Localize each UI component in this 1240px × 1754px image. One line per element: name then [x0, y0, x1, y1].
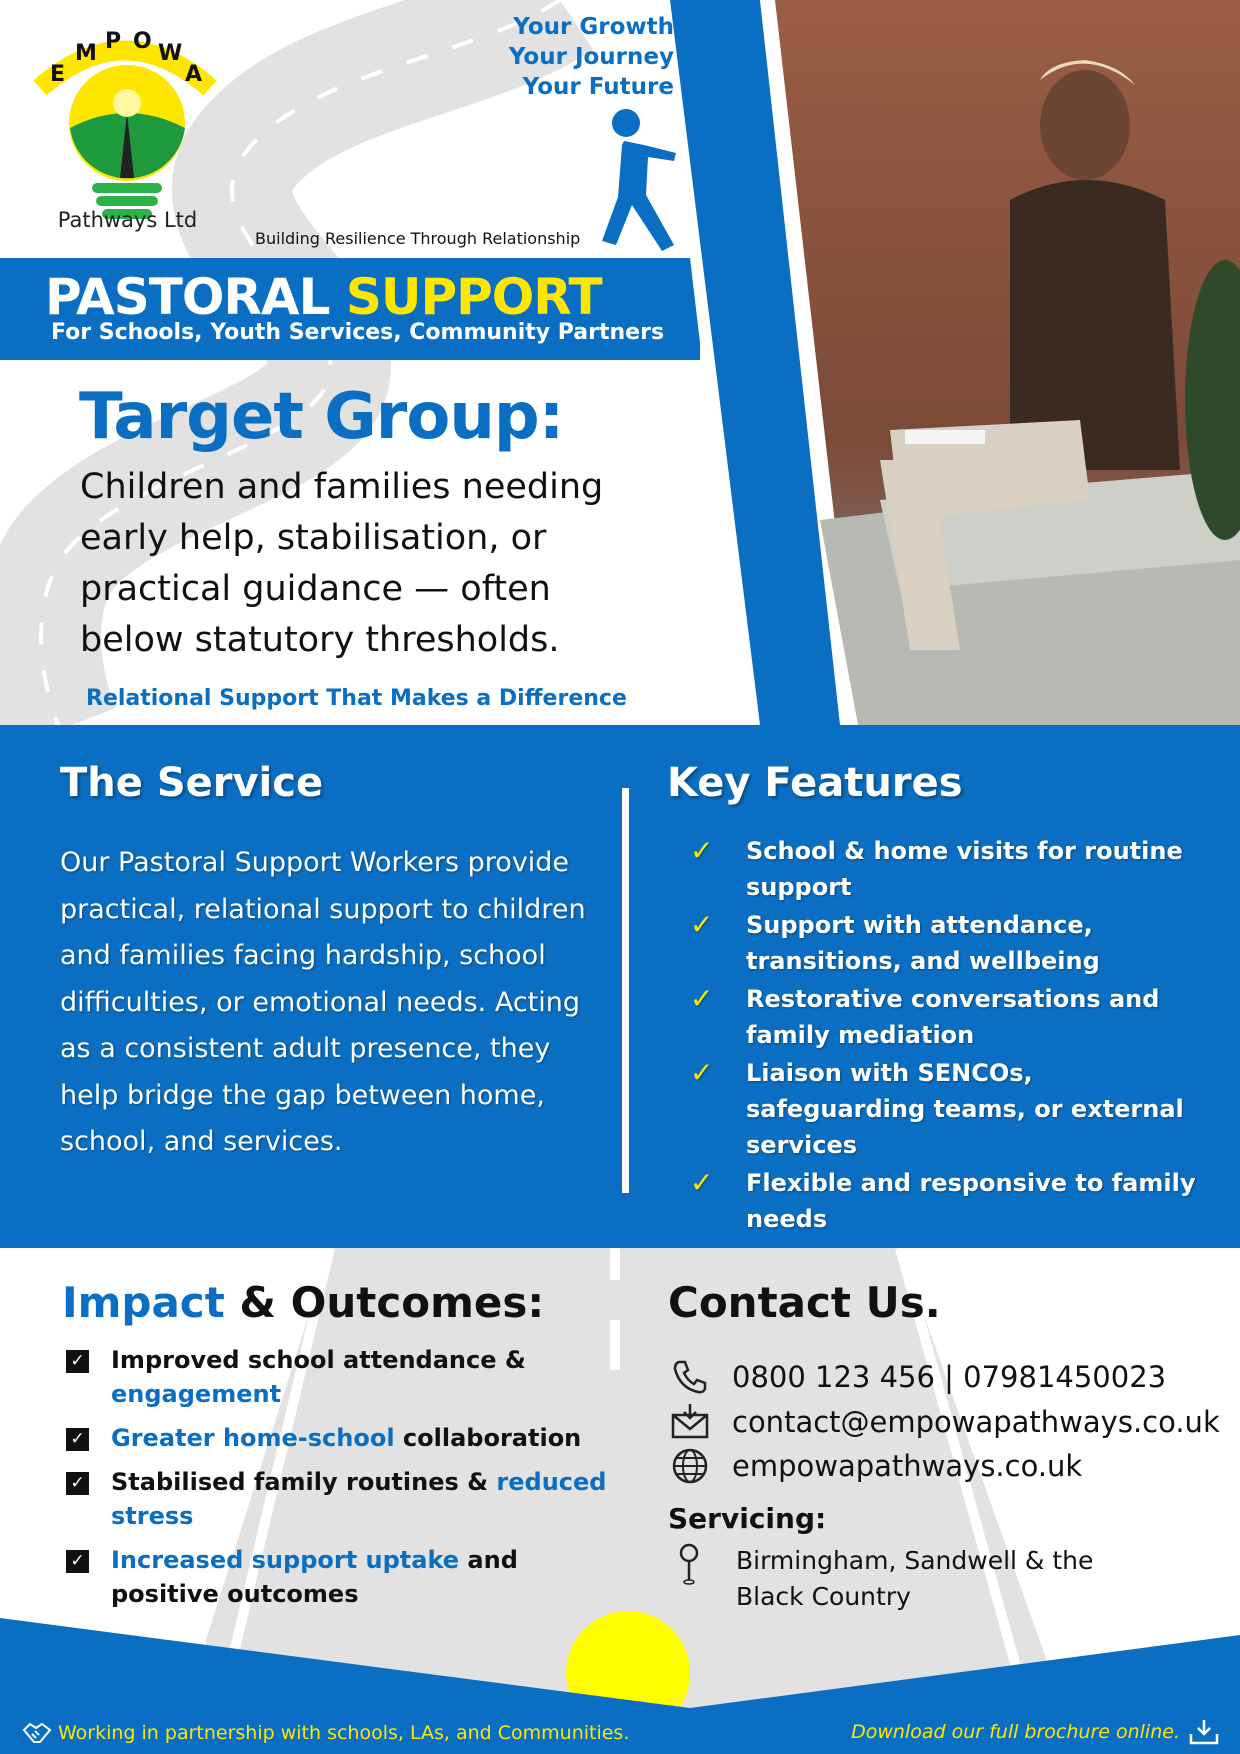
email-text: contact@empowapathways.co.uk: [732, 1405, 1220, 1439]
banner-title-highlight: SUPPORT: [345, 268, 602, 326]
list-item: [690, 1165, 1210, 1237]
list-item: [690, 907, 1210, 979]
impact-text: Stabilised family routines &: [111, 1468, 497, 1496]
check-icon: ✓: [690, 1166, 714, 1199]
impact-text-highlight: Increased support uptake: [111, 1546, 460, 1574]
service-title: The Service: [60, 760, 324, 806]
footer-right-text: Download our full brochure online.: [851, 1721, 1180, 1743]
logo-letter-a: A: [185, 62, 203, 87]
impact-text: collaboration: [394, 1424, 582, 1452]
feature-text: Support with attendance, transitions, and wellbeing: [746, 911, 1100, 975]
list-item: [66, 1343, 626, 1411]
logo-letter-o: O: [133, 29, 152, 54]
phone-icon: [670, 1357, 710, 1397]
contact-title: Contact Us.: [668, 1278, 941, 1327]
logo-letter-m: M: [75, 41, 97, 66]
envelope-icon: [670, 1402, 710, 1442]
impact-text: Improved school attendance &: [111, 1346, 526, 1374]
key-features-list: [690, 833, 1210, 1239]
impact-title-blue: Impact: [62, 1278, 225, 1327]
impact-text: and positive outcomes: [111, 1546, 518, 1608]
contact-phone[interactable]: [670, 1357, 1166, 1397]
impact-text-highlight: reduced stress: [111, 1468, 607, 1530]
walking-person-icon: [596, 105, 686, 255]
list-item: [66, 1421, 626, 1455]
checkbox-icon: ✓: [66, 1350, 89, 1373]
logo-caption: Pathways Ltd: [57, 208, 198, 232]
feature-text: Restorative conversations and family mediation: [746, 985, 1160, 1049]
key-features-title: Key Features: [667, 760, 963, 806]
list-item: [690, 1055, 1210, 1163]
globe-icon: [670, 1446, 710, 1486]
list-item: [690, 833, 1210, 905]
feature-text: School & home visits for routine support: [746, 837, 1183, 901]
download-icon[interactable]: [1188, 1718, 1220, 1746]
contact-website[interactable]: [670, 1446, 1082, 1486]
footer-left-text: Working in partnership with schools, LAs, and Communities.: [58, 1722, 630, 1744]
subtagline: Building Resilience Through Relationship: [255, 229, 581, 248]
check-icon: ✓: [690, 834, 714, 867]
impact-text-highlight: Greater home-school: [111, 1424, 395, 1452]
footer-download[interactable]: [851, 1718, 1220, 1746]
impact-list: [66, 1343, 626, 1621]
logo-letter-p: P: [105, 29, 122, 54]
service-body: Our Pastoral Support Workers provide practical, relational support to children and families facing hardship, school difficulties, or emotional needs. Acting as a consistent adult presence, they help bridge the gap between home, school, and services.: [60, 847, 586, 1157]
list-item: [690, 981, 1210, 1053]
impact-text-highlight: engagement: [111, 1380, 282, 1408]
footer-partnership: [22, 1720, 629, 1746]
banner-title: [45, 268, 602, 326]
checkbox-icon: ✓: [66, 1428, 89, 1451]
check-icon: ✓: [690, 908, 714, 941]
phone-text: 0800 123 456 | 07981450023: [732, 1360, 1167, 1394]
target-group-body: Children and families needing early help, stabilisation, or practical guidance — often below statutory thresholds.: [80, 467, 604, 660]
check-icon: ✓: [690, 982, 714, 1015]
website-text: empowapathways.co.uk: [732, 1449, 1083, 1483]
handshake-icon: [22, 1720, 52, 1746]
tagline-line: Your Growth: [513, 14, 674, 40]
target-group-title: Target Group:: [79, 380, 564, 454]
banner-title-main: PASTORAL: [45, 268, 330, 326]
impact-title: [62, 1278, 544, 1327]
target-group-tagline: Relational Support That Makes a Difference: [86, 686, 627, 711]
servicing-area: Birmingham, Sandwell & the Black Country: [736, 1546, 1094, 1611]
contact-email[interactable]: [670, 1402, 1220, 1442]
checkbox-icon: ✓: [66, 1550, 89, 1573]
tagline-line: Your Future: [522, 74, 674, 100]
location-pin-icon: [674, 1542, 704, 1586]
feature-text: Liaison with SENCOs, safeguarding teams, or external services: [746, 1059, 1184, 1159]
section-divider: [622, 788, 629, 1193]
list-item: [66, 1465, 626, 1533]
tagline-line: Your Journey: [508, 44, 674, 70]
lightbulb-logo-icon: [30, 18, 220, 238]
tagline: [509, 12, 674, 102]
logo-letter-e: E: [50, 62, 66, 87]
banner-subtitle: For Schools, Youth Services, Community Partners: [51, 320, 665, 345]
feature-text: Flexible and responsive to family needs: [746, 1169, 1196, 1233]
servicing-title: Servicing:: [668, 1502, 827, 1535]
impact-title-rest: & Outcomes:: [224, 1278, 545, 1327]
checkbox-icon: ✓: [66, 1472, 89, 1495]
check-icon: ✓: [690, 1056, 714, 1089]
logo-letter-w: W: [158, 41, 183, 66]
